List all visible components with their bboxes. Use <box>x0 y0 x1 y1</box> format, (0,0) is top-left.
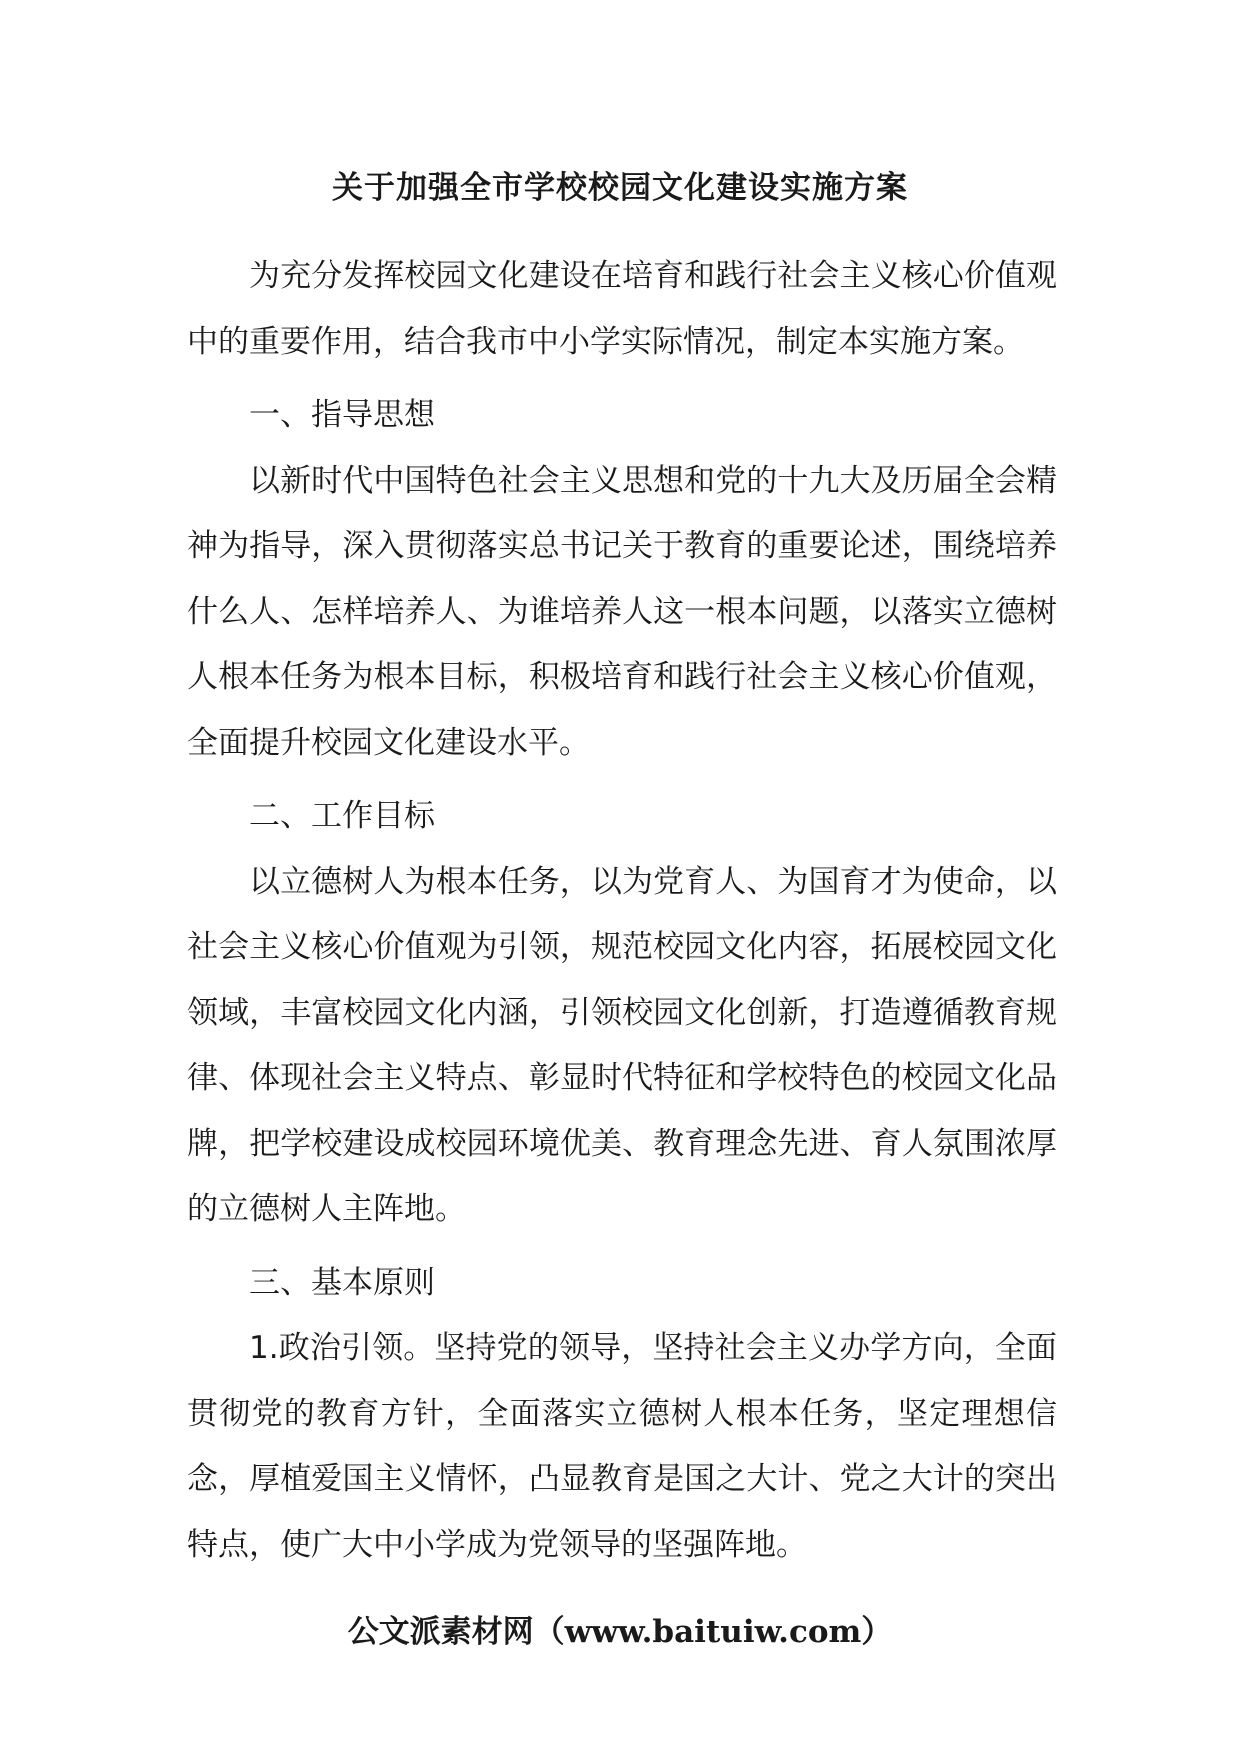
guiding-ideology-paragraph: 以新时代中国特色社会主义思想和党的十九大及历届全会精神为指导，深入贯彻落实总书记关于教育的重要论述，围绕培养什么人、怎样培养人、为谁培养人这一根本问题，以落实立德树人根本任务为根本目标，积极培育和践行社会主义核心价值观，全面提升校园文化建设水平。 <box>187 462 1057 761</box>
footer-watermark: 公文派素材网（www.baituiw.com） <box>347 1614 893 1650</box>
principle-political-leadership-paragraph: 1.政治引领。坚持党的领导，坚持社会主义办学方向，全面贯彻党的教育方针，全面落实立德树人根本任务，坚定理想信念，厚植爱国主义情怀，凸显教育是国之大计、党之大计的突出特点，使广大中小学成为党领导的坚强阵地。 <box>187 1330 1057 1563</box>
section-heading-basic-principles: 三、基本原则 <box>249 1264 435 1301</box>
work-goals-paragraph: 以立德树人为根本任务，以为党育人、为国育才为使命，以社会主义核心价值观为引领，规范校园文化内容，拓展校园文化领域，丰富校园文化内涵，引领校园文化创新，打造遵循教育规律、体现社会主义特点、彰显时代特征和学校特色的校园文化品牌，把学校建设成校园环境优美、教育理念先进、育人氛围浓厚的立德树人主阵地。 <box>187 863 1057 1227</box>
section-heading-work-goals: 二、工作目标 <box>249 798 435 834</box>
section-heading-guiding-ideology: 一、指导思想 <box>249 397 435 433</box>
document-body <box>187 244 1057 1578</box>
document-title: 关于加强全市学校校园文化建设实施方案 <box>332 170 908 206</box>
intro-paragraph: 为充分发挥校园文化建设在培育和践行社会主义核心价值观中的重要作用，结合我市中小学实际情况，制定本实施方案。 <box>187 258 1057 360</box>
